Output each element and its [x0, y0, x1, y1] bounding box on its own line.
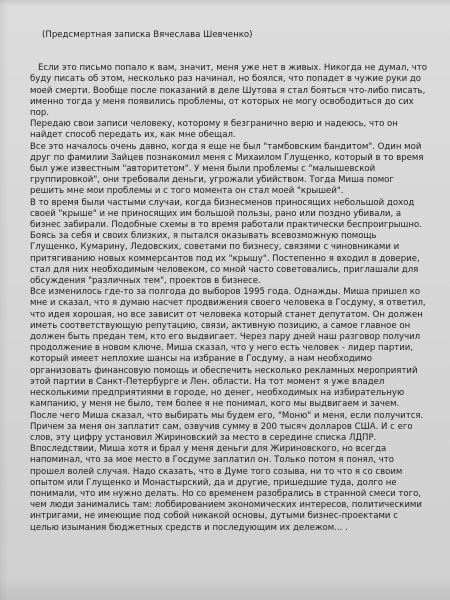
- text-line: именно тогда у меня появились проблемы, от которых не могу освободиться до сих: [30, 96, 414, 107]
- text-line: друг по фамилии Зайцев познакомил меня с Михаилом Глущенко, который в то время: [30, 152, 424, 163]
- text-line: иметь соответствующую репутацию, связи, активную позицию, а самое главное он: [30, 320, 411, 331]
- text-line: пор.: [30, 108, 49, 119]
- text-line: буду писать об этом, несколько раз начинал, но боялся, что попадет в чужие руки до: [30, 74, 421, 85]
- text-line: кампанию, у меня не было, тем более я не понимал, кого мы выдвигаем и зачем.: [30, 399, 400, 410]
- text-line: понимали, что им нужно делать. Но со временем разобрались в странной смеси того,: [30, 488, 422, 499]
- text-line: что идея хорошая, но все зависит от человека который станет депутатом. Он должен: [30, 309, 423, 320]
- text-line: этой партии в Санкт-Петербурге и Лен. области. На тот момент я уже владел: [30, 376, 385, 387]
- text-line: Впоследствии, Миша хотя и брал у меня деньги для Жириновского, но всегда: [30, 444, 387, 455]
- text-line: прошел волей случая. Надо сказать, что в Думе того созыва, ни то что я со своим: [30, 466, 403, 477]
- text-line: Все это началось очень давно, когда я еще не был "тамбовским бандитом". Один мой: [30, 141, 422, 152]
- paper-shadow-top: [0, 0, 450, 6]
- text-line: решить мне мои проблемы и с того момента он стал моей "крышей".: [30, 186, 344, 197]
- text-line: был уже известным "авторитетом". У меня были проблемы с "малышевской: [30, 164, 376, 175]
- text-line: бизнес забирали. Подобные схемы в то время работали практически беспроигрышно.: [30, 220, 422, 231]
- paragraph-1: [30, 63, 440, 119]
- text-line: После чего Миша сказал, что выбирать мы будем его, "Моню" и меня, если получится.: [30, 410, 424, 421]
- letter-heading: (Предсмертная записка Вячеслава Шевченко): [42, 30, 253, 40]
- text-line: слов, эту цифру установил Жириновский за место в середине списка ЛДПР.: [30, 432, 377, 443]
- text-line: моей смерти. Вообще после показаний в деле Шутова я стал бояться что-либо писать,: [30, 85, 426, 96]
- text-line: Все изменилось где-то за полгода до выборов 1995 года. Однажды. Миша пришел ко: [30, 287, 421, 298]
- text-line: найдет способ передать их, как мне обещал.: [30, 130, 236, 141]
- text-line: Передаю свои записи человеку, которому я безграничнo верю и надеюсь, что он: [30, 119, 398, 130]
- text-line: своей "крыше" и не приносящих им большой пользы, рано или поздно убивали, а: [30, 208, 402, 219]
- text-line: который имеет неплохие шансы на избрание в Госдуму, а нам необходимо: [30, 354, 372, 365]
- paper-shadow-left: [0, 0, 8, 600]
- paper-shadow-bottom: [0, 578, 450, 600]
- text-line: группировкой", они требовали деньги, угрожали убийством. Тогда Миша помог: [30, 175, 394, 186]
- text-line: мне и сказал, что я думаю насчет продвижения своего человека в Госдуму, я ответил,: [30, 298, 426, 309]
- text-line: Если это письмо попало к вам, значит, меня уже нет в живых. Никогда не думал, что: [38, 63, 428, 74]
- text-line: притягиванию новых коммерсантов под их "крышу". Постепенно я входил в доверие,: [30, 253, 420, 264]
- text-line: интригами, не имеющие под собой никакой основы, дутыми бизнес-проектами с: [30, 511, 398, 522]
- text-line: стал для них необходимым человеком, со мной часто советовались, приглашали для: [30, 264, 419, 275]
- text-line: опытом или Глущенко и Монастырский, да и другие, пришедшие туда, долго не: [30, 477, 397, 488]
- text-line: Глущенко, Кумарину, Ледовских, советами по бизнесу, связями с чиновниками и: [30, 242, 400, 253]
- letter-page: [30, 30, 440, 534]
- text-line: несколькими предприятиями в городе, но денег, необходимых на избирательную: [30, 388, 405, 399]
- paragraph-5: [30, 287, 440, 533]
- text-line: В то время были частыми случаи, когда бизнесменов приносящих небольшой доход: [30, 197, 415, 208]
- paragraph-3: [30, 142, 440, 198]
- paragraph-2: [30, 119, 440, 141]
- text-line: напоминал, что за мое место в Госдуме заплатил он. Только потом я понял, что: [30, 455, 394, 466]
- text-line: обсуждения "различных тем", проектов в бизнесе.: [30, 276, 261, 287]
- text-line: чем люди занимались там: лоббированием экономических интересов, политическими: [30, 500, 422, 511]
- text-line: Боясь за себя и своих близких, я пытался оказывать всевозможную помощь: [30, 231, 377, 242]
- text-line: организовать финансовую помощь и обеспечить несколько рекламных мероприятий: [30, 365, 418, 376]
- text-line: Причем за меня он заплатит сам, озвучив сумму в 200 тысяч долларов США. И с его: [30, 421, 413, 432]
- text-line: должен быть предан тем, кто его выдвигает. Через пару дней наш разговор получил: [30, 332, 421, 343]
- text-line: целью изымания бюджетных средств и последующим их дележом... .: [30, 522, 348, 533]
- paragraph-4: [30, 198, 440, 288]
- text-line: продолжение в новом ключе. Миша сказал, что у него есть человек - лидер партии,: [30, 343, 414, 354]
